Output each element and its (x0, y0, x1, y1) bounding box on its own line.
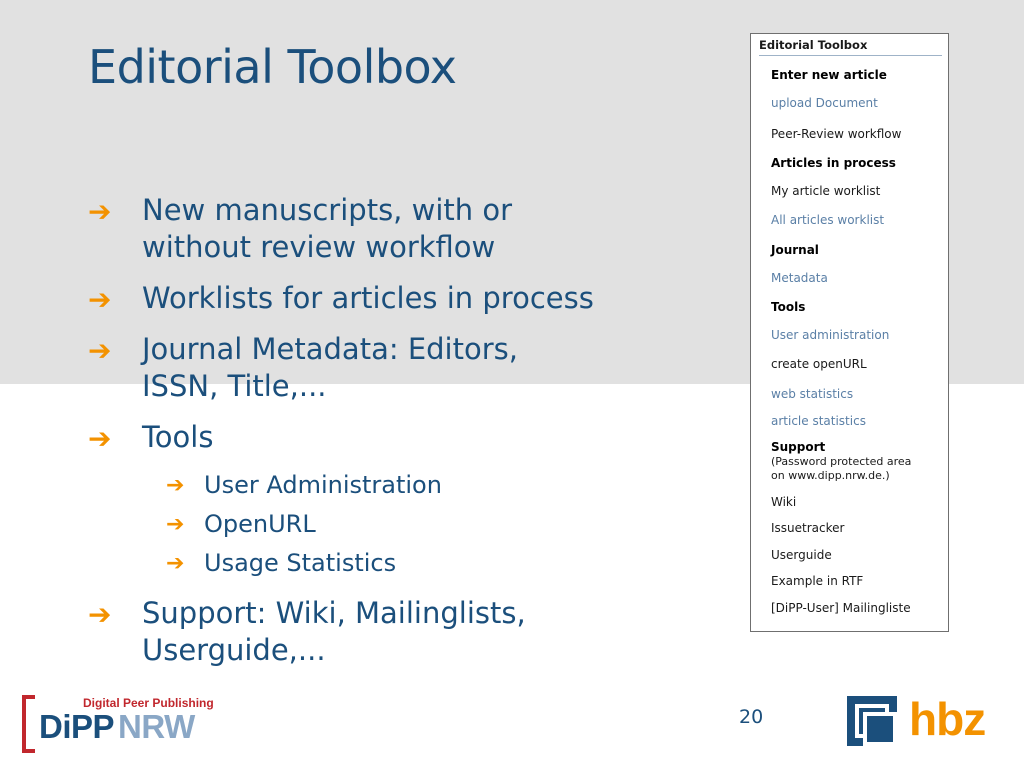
bullet-item (88, 419, 718, 456)
bullet-text: Journal Metadata: Editors, (142, 332, 518, 366)
toolbox-support-note: (Password protected area (771, 455, 912, 468)
bullet-text: Userguide,... (142, 633, 326, 667)
toolbox-link-example-in-rtf[interactable]: Example in RTF (771, 574, 864, 588)
slide-title: Editorial Toolbox (88, 40, 457, 94)
toolbox-link-article-statistics[interactable]: article statistics (771, 414, 866, 428)
toolbox-title: Editorial Toolbox (759, 38, 942, 56)
dipp-logo-subtitle: Digital Peer Publishing (83, 696, 214, 710)
dipp-logo-name: DiPP (39, 708, 115, 745)
arrow-right-icon: ➔ (88, 422, 112, 455)
bullet-text: Worklists for articles in process (142, 281, 594, 315)
dipp-nrw-logo (22, 695, 232, 751)
toolbox-link-all-articles-worklist[interactable]: All articles worklist (771, 213, 885, 227)
toolbox-support-note: on www.dipp.nrw.de.) (771, 469, 890, 482)
sub-bullet-item (166, 466, 718, 505)
sub-bullet-text: OpenURL (204, 510, 316, 538)
sub-bullet-item (166, 505, 718, 544)
arrow-right-icon: ➔ (88, 195, 112, 228)
bullet-item (88, 280, 718, 317)
toolbox-link-issuetracker[interactable]: Issuetracker (771, 521, 845, 535)
page-number: 20 (739, 706, 764, 728)
hbz-mark-frame (863, 712, 897, 746)
sub-bullet-list (88, 466, 718, 583)
toolbox-section-articles-in-process: Articles in process (771, 156, 896, 170)
bullet-text: Support: Wiki, Mailinglists, (142, 596, 526, 630)
dipp-logo-wordmark (39, 708, 195, 746)
hbz-logo (845, 694, 995, 750)
arrow-right-icon: ➔ (88, 334, 112, 367)
bullet-text: ISSN, Title,... (142, 369, 327, 403)
editorial-toolbox-panel (750, 33, 949, 632)
sub-bullet-text: User Administration (204, 471, 442, 499)
toolbox-link-web-statistics[interactable]: web statistics (771, 387, 854, 401)
arrow-right-icon: ➔ (88, 598, 112, 631)
sub-bullet-text: Usage Statistics (204, 549, 397, 577)
toolbox-link-peer-review-workflow[interactable]: Peer-Review workflow (771, 127, 902, 141)
toolbox-link-mailingliste[interactable]: [DiPP-User] Mailingliste (771, 601, 911, 615)
arrow-right-icon: ➔ (88, 283, 112, 316)
bracket-icon (22, 695, 35, 753)
arrow-right-icon: ➔ (166, 551, 185, 576)
bullet-item (88, 331, 718, 405)
toolbox-link-metadata[interactable]: Metadata (771, 271, 828, 285)
bullet-text: Tools (142, 420, 214, 454)
toolbox-link-create-openurl[interactable]: create openURL (771, 357, 867, 371)
bullet-item (88, 192, 718, 266)
toolbox-link-user-administration[interactable]: User administration (771, 328, 890, 342)
arrow-right-icon: ➔ (166, 512, 185, 537)
sub-bullet-item (166, 544, 718, 583)
bullet-list (88, 192, 718, 683)
toolbox-link-wiki[interactable]: Wiki (771, 495, 797, 509)
bullet-text: without review workflow (142, 230, 496, 264)
toolbox-section-tools: Tools (771, 300, 806, 314)
bullet-text: New manuscripts, with or (142, 193, 513, 227)
toolbox-link-upload-document[interactable]: upload Document (771, 96, 878, 110)
toolbox-link-userguide[interactable]: Userguide (771, 548, 832, 562)
toolbox-section-journal: Journal (771, 243, 819, 257)
toolbox-section-support: Support (771, 440, 826, 454)
hbz-square-mark-icon (847, 696, 897, 746)
bullet-item (88, 595, 718, 669)
arrow-right-icon: ➔ (166, 473, 185, 498)
toolbox-section-enter-new-article: Enter new article (771, 68, 887, 82)
hbz-wordmark: hbz (909, 693, 986, 745)
dipp-logo-region: NRW (118, 708, 195, 745)
toolbox-link-my-article-worklist[interactable]: My article worklist (771, 184, 881, 198)
